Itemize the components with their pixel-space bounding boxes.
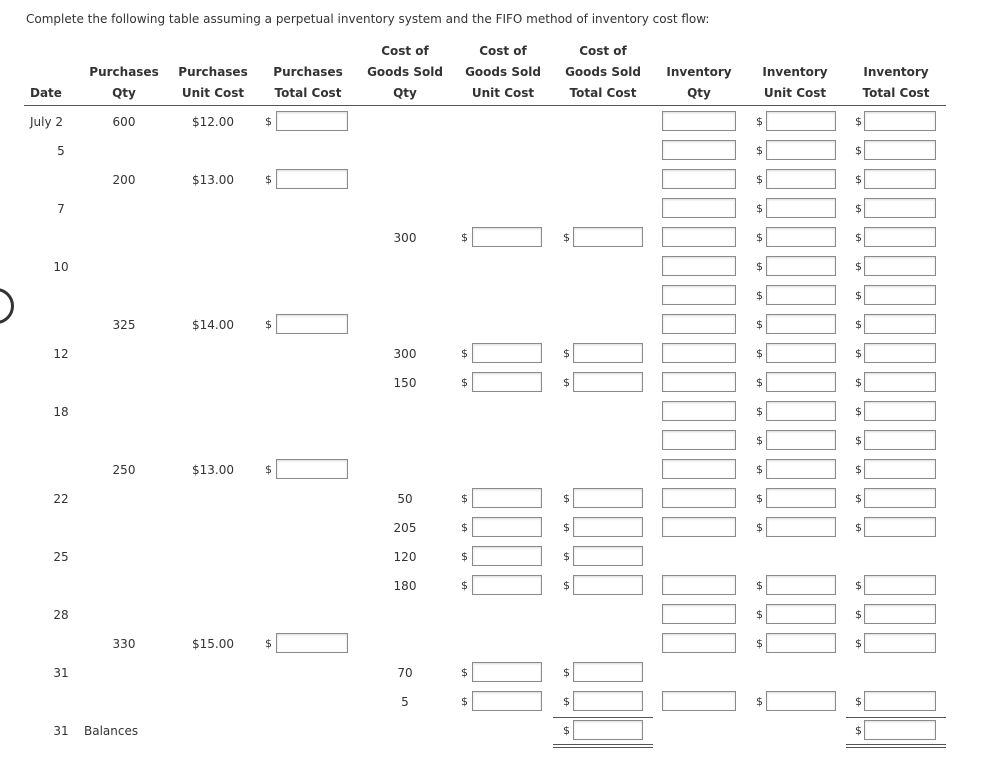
cogs-total-cost-input[interactable] <box>573 546 643 566</box>
dollar-sign: $ <box>563 666 570 679</box>
dollar-sign: $ <box>855 202 862 215</box>
inventory-qty-input[interactable] <box>662 256 736 276</box>
inventory-qty-input[interactable] <box>662 343 736 363</box>
dollar-sign: $ <box>756 521 763 534</box>
dollar-sign: $ <box>563 347 570 360</box>
inventory-total-rule-top <box>846 717 946 718</box>
dollar-sign: $ <box>855 318 862 331</box>
inventory-total-cost-input[interactable] <box>864 198 936 218</box>
header-cogs-total-cost: Cost of Goods Sold Total Cost <box>565 44 641 100</box>
inventory-unit-cost-input[interactable] <box>766 169 836 189</box>
inventory-unit-cost-input[interactable] <box>766 314 836 334</box>
dollar-sign: $ <box>265 318 272 331</box>
inventory-total-cost-input[interactable] <box>864 430 936 450</box>
cogs-qty: 50 <box>397 492 413 506</box>
inventory-total-cost-input[interactable] <box>864 575 936 595</box>
purchases-qty: 600 <box>112 115 136 129</box>
dollar-sign: $ <box>563 231 570 244</box>
balances-date: 31 <box>53 724 69 738</box>
inventory-qty-input[interactable] <box>662 459 736 479</box>
inventory-unit-cost-input[interactable] <box>766 459 836 479</box>
row-date: 5 <box>57 144 65 158</box>
balances-inventory-total-input[interactable] <box>864 720 936 740</box>
dollar-sign: $ <box>855 637 862 650</box>
inventory-unit-cost-input[interactable] <box>766 517 836 537</box>
cogs-unit-cost-input[interactable] <box>472 662 542 682</box>
dollar-sign: $ <box>855 492 862 505</box>
cogs-total-cost-input[interactable] <box>573 691 643 711</box>
cogs-qty: 70 <box>397 666 413 680</box>
dollar-sign: $ <box>756 434 763 447</box>
cogs-total-cost-input[interactable] <box>573 575 643 595</box>
dollar-sign: $ <box>756 260 763 273</box>
inventory-unit-cost-input[interactable] <box>766 604 836 624</box>
row-date: 10 <box>53 260 69 274</box>
cogs-total-cost-input[interactable] <box>573 662 643 682</box>
inventory-unit-cost-input[interactable] <box>766 256 836 276</box>
inventory-unit-cost-input[interactable] <box>766 285 836 305</box>
dollar-sign: $ <box>855 260 862 273</box>
purchases-qty: 250 <box>112 463 136 477</box>
dollar-sign: $ <box>855 463 862 476</box>
purchases-total-cost-input[interactable] <box>276 111 348 131</box>
inventory-qty-input[interactable] <box>662 430 736 450</box>
dollar-sign: $ <box>461 579 468 592</box>
cogs-total-double-rule-2 <box>553 747 653 748</box>
cogs-unit-cost-input[interactable] <box>472 546 542 566</box>
dollar-sign: $ <box>855 231 862 244</box>
dollar-sign: $ <box>855 724 862 737</box>
dollar-sign: $ <box>756 579 763 592</box>
dollar-sign: $ <box>461 666 468 679</box>
balances-label: Balances <box>84 724 139 738</box>
purchases-unit-cost: $13.00 <box>192 173 234 187</box>
inventory-unit-cost-input[interactable] <box>766 227 836 247</box>
inventory-unit-cost-input[interactable] <box>766 488 836 508</box>
dollar-sign: $ <box>855 521 862 534</box>
balances-cogs-total-input[interactable] <box>573 720 643 740</box>
cogs-total-cost-input[interactable] <box>573 488 643 508</box>
cogs-qty: 205 <box>393 521 417 535</box>
row-date: 28 <box>53 608 69 622</box>
purchases-unit-cost: $15.00 <box>192 637 234 651</box>
dollar-sign: $ <box>855 115 862 128</box>
inventory-total-cost-input[interactable] <box>864 604 936 624</box>
inventory-qty-input[interactable] <box>662 401 736 421</box>
dollar-sign: $ <box>563 376 570 389</box>
inventory-qty-input[interactable] <box>662 227 736 247</box>
purchases-unit-cost: $14.00 <box>192 318 234 332</box>
row-date: July 2 <box>30 115 64 129</box>
inventory-unit-cost-input[interactable] <box>766 633 836 653</box>
header-purchases-qty: Purchases Qty <box>89 65 159 100</box>
inventory-unit-cost-input[interactable] <box>766 343 836 363</box>
dollar-sign: $ <box>563 492 570 505</box>
cogs-total-cost-input[interactable] <box>573 343 643 363</box>
inventory-qty-input[interactable] <box>662 604 736 624</box>
inventory-total-cost-input[interactable] <box>864 691 936 711</box>
inventory-qty-input[interactable] <box>662 517 736 537</box>
dollar-sign: $ <box>855 173 862 186</box>
dollar-sign: $ <box>756 695 763 708</box>
instruction-text: Complete the following table assuming a perpetual inventory system and the FIFO method of inventory cost flow: <box>26 12 710 26</box>
inventory-total-double-rule-2 <box>846 747 946 748</box>
cogs-unit-cost-input[interactable] <box>472 517 542 537</box>
dollar-sign: $ <box>461 231 468 244</box>
dollar-sign: $ <box>855 405 862 418</box>
cogs-total-cost-input[interactable] <box>573 227 643 247</box>
row-date: 31 <box>53 666 69 680</box>
inventory-total-cost-input[interactable] <box>864 140 936 160</box>
row-date: 22 <box>53 492 69 506</box>
dollar-sign: $ <box>756 376 763 389</box>
cogs-unit-cost-input[interactable] <box>472 575 542 595</box>
dollar-sign: $ <box>461 550 468 563</box>
inventory-qty-input[interactable] <box>662 111 736 131</box>
dollar-sign: $ <box>756 318 763 331</box>
inventory-qty-input[interactable] <box>662 372 736 392</box>
dollar-sign: $ <box>756 347 763 360</box>
dollar-sign: $ <box>756 463 763 476</box>
dollar-sign: $ <box>461 695 468 708</box>
dollar-sign: $ <box>855 695 862 708</box>
inventory-unit-cost-input[interactable] <box>766 691 836 711</box>
dollar-sign: $ <box>756 637 763 650</box>
inventory-total-cost-input[interactable] <box>864 488 936 508</box>
inventory-total-cost-input[interactable] <box>864 459 936 479</box>
cogs-qty: 120 <box>393 550 417 564</box>
dollar-sign: $ <box>563 579 570 592</box>
partial-circle-icon <box>0 288 14 324</box>
cogs-qty: 300 <box>393 347 417 361</box>
dollar-sign: $ <box>756 231 763 244</box>
inventory-unit-cost-input[interactable] <box>766 372 836 392</box>
dollar-sign: $ <box>563 521 570 534</box>
dollar-sign: $ <box>756 173 763 186</box>
inventory-total-cost-input[interactable] <box>864 372 936 392</box>
row-date: 7 <box>57 202 65 216</box>
inventory-qty-input[interactable] <box>662 169 736 189</box>
dollar-sign: $ <box>563 695 570 708</box>
inventory-qty-input[interactable] <box>662 314 736 334</box>
dollar-sign: $ <box>461 376 468 389</box>
dollar-sign: $ <box>461 492 468 505</box>
dollar-sign: $ <box>756 405 763 418</box>
cogs-qty: 150 <box>393 376 417 390</box>
dollar-sign: $ <box>265 173 272 186</box>
inventory-qty-input[interactable] <box>662 575 736 595</box>
cogs-total-cost-input[interactable] <box>573 372 643 392</box>
purchases-qty: 330 <box>112 637 136 651</box>
purchases-total-cost-input[interactable] <box>276 314 348 334</box>
dollar-sign: $ <box>855 579 862 592</box>
header-purchases-total-cost: Purchases Total Cost <box>273 65 343 100</box>
cogs-unit-cost-input[interactable] <box>472 691 542 711</box>
inventory-total-double-rule-1 <box>846 744 946 745</box>
cogs-unit-cost-input[interactable] <box>472 488 542 508</box>
dollar-sign: $ <box>563 724 570 737</box>
dollar-sign: $ <box>756 289 763 302</box>
header-inventory-total-cost: Inventory Total Cost <box>862 65 930 100</box>
inventory-unit-cost-input[interactable] <box>766 140 836 160</box>
dollar-sign: $ <box>756 608 763 621</box>
inventory-qty-input[interactable] <box>662 285 736 305</box>
dollar-sign: $ <box>461 521 468 534</box>
purchases-total-cost-input[interactable] <box>276 633 348 653</box>
dollar-sign: $ <box>855 144 862 157</box>
inventory-unit-cost-input[interactable] <box>766 198 836 218</box>
purchases-unit-cost: $12.00 <box>192 115 234 129</box>
inventory-qty-input[interactable] <box>662 691 736 711</box>
purchases-qty: 325 <box>112 318 136 332</box>
inventory-total-cost-input[interactable] <box>864 314 936 334</box>
dollar-sign: $ <box>265 637 272 650</box>
inventory-unit-cost-input[interactable] <box>766 430 836 450</box>
dollar-sign: $ <box>461 347 468 360</box>
dollar-sign: $ <box>855 347 862 360</box>
purchases-unit-cost: $13.00 <box>192 463 234 477</box>
dollar-sign: $ <box>855 376 862 389</box>
purchases-qty: 200 <box>112 173 136 187</box>
cogs-total-double-rule-1 <box>553 744 653 745</box>
dollar-sign: $ <box>855 608 862 621</box>
inventory-total-cost-input[interactable] <box>864 401 936 421</box>
header-date: Date <box>30 86 62 100</box>
header-inventory-qty: Inventory Qty <box>666 65 732 100</box>
cogs-qty: 300 <box>393 231 417 245</box>
inventory-unit-cost-input[interactable] <box>766 111 836 131</box>
inventory-unit-cost-input[interactable] <box>766 575 836 595</box>
header-inventory-unit-cost: Inventory Unit Cost <box>762 65 828 100</box>
dollar-sign: $ <box>855 289 862 302</box>
header-cogs-qty: Cost of Goods Sold Qty <box>367 44 443 100</box>
cogs-total-rule-top <box>553 717 653 718</box>
purchases-total-cost-input[interactable] <box>276 169 348 189</box>
inventory-qty-input[interactable] <box>662 140 736 160</box>
dollar-sign: $ <box>563 550 570 563</box>
inventory-total-cost-input[interactable] <box>864 285 936 305</box>
purchases-total-cost-input[interactable] <box>276 459 348 479</box>
cogs-qty: 180 <box>393 579 417 593</box>
row-date: 25 <box>53 550 69 564</box>
dollar-sign: $ <box>756 492 763 505</box>
dollar-sign: $ <box>756 202 763 215</box>
inventory-total-cost-input[interactable] <box>864 517 936 537</box>
inventory-total-cost-input[interactable] <box>864 343 936 363</box>
cogs-unit-cost-input[interactable] <box>472 343 542 363</box>
dollar-sign: $ <box>855 434 862 447</box>
inventory-qty-input[interactable] <box>662 488 736 508</box>
dollar-sign: $ <box>265 115 272 128</box>
cogs-unit-cost-input[interactable] <box>472 227 542 247</box>
header-purchases-unit-cost: Purchases Unit Cost <box>178 65 248 100</box>
row-date: 12 <box>53 347 69 361</box>
cogs-total-cost-input[interactable] <box>573 517 643 537</box>
cogs-qty: 5 <box>401 695 409 709</box>
inventory-total-cost-input[interactable] <box>864 111 936 131</box>
inventory-qty-input[interactable] <box>662 633 736 653</box>
cogs-unit-cost-input[interactable] <box>472 372 542 392</box>
inventory-total-cost-input[interactable] <box>864 633 936 653</box>
inventory-total-cost-input[interactable] <box>864 256 936 276</box>
inventory-total-cost-input[interactable] <box>864 169 936 189</box>
dollar-sign: $ <box>265 463 272 476</box>
dollar-sign: $ <box>756 115 763 128</box>
dollar-sign: $ <box>756 144 763 157</box>
inventory-total-cost-input[interactable] <box>864 227 936 247</box>
header-cogs-unit-cost: Cost of Goods Sold Unit Cost <box>465 44 541 100</box>
inventory-qty-input[interactable] <box>662 198 736 218</box>
row-date: 18 <box>53 405 69 419</box>
header-divider <box>24 105 946 106</box>
inventory-unit-cost-input[interactable] <box>766 401 836 421</box>
